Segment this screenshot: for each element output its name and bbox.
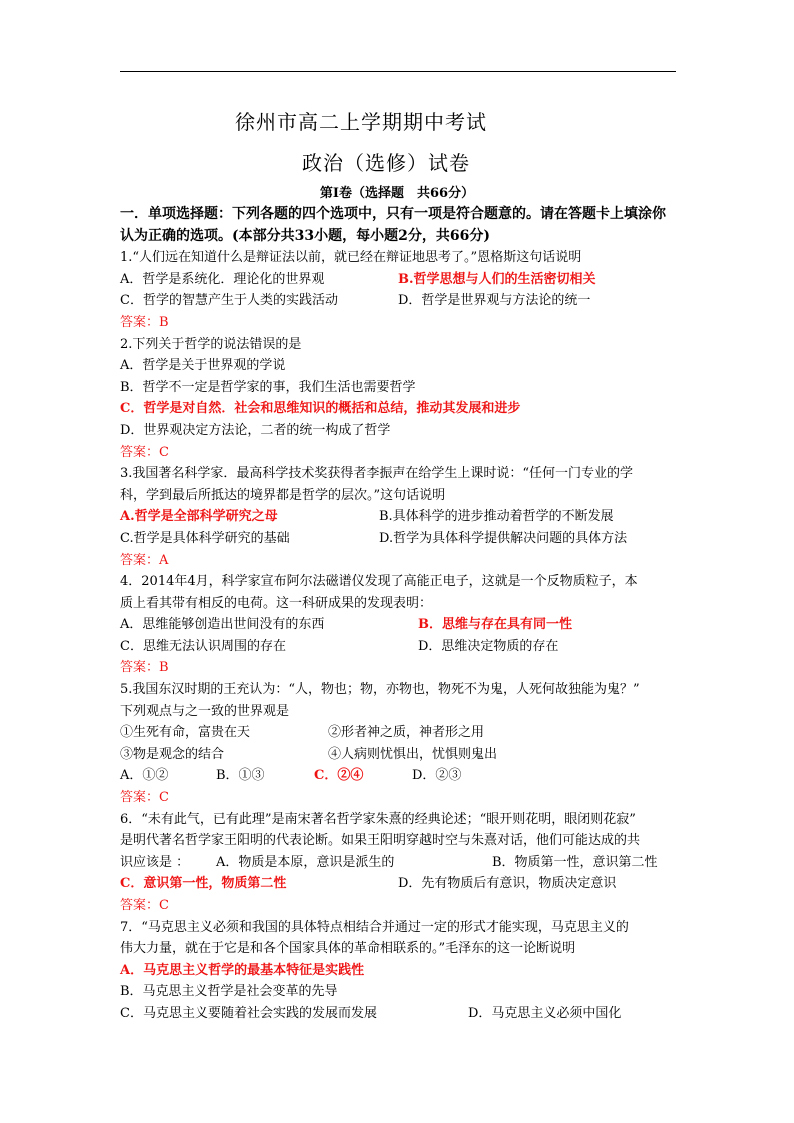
q5-statement-3: ③物是观念的结合 xyxy=(120,746,225,762)
q7-option-d: D．马克思主义必须中国化 xyxy=(468,1005,622,1021)
q5-statement-2: ②形者神之质，神者形之用 xyxy=(328,725,485,741)
instructions-line-1: 一．单项选择题：下列各题的四个选项中，只有一项是符合题意的。请在答题卡上填涂你 xyxy=(120,206,666,222)
q5-statement-4: ④人病则忧惧出，忧惧则鬼出 xyxy=(328,746,498,762)
q6-option-b: B．物质第一性，意识第二性 xyxy=(492,854,658,870)
q4-option-a: A．思维能够创造出世间没有的东西 xyxy=(120,617,325,633)
q3-stem-line-1: 3.我国著名科学家．最高科学技术奖获得者李振声在给学生上课时说：“任何一门专业的学 xyxy=(120,466,634,482)
q6-options-cd xyxy=(120,873,680,895)
q3-option-a: A.哲学是全部科学研究之母 xyxy=(120,509,278,525)
q3-options-cd xyxy=(120,528,680,550)
q5-option-b: B．①③ xyxy=(216,768,265,784)
q5-option-a: A．①② xyxy=(120,768,169,784)
q6-stem-end: 识应该是 ： xyxy=(120,854,190,870)
q4-options-cd xyxy=(120,636,680,658)
q7-option-c: C．马克思主义要随着社会实践的发展而发展 xyxy=(120,1005,377,1021)
q2-option-d: D．世界观决定方法论，二者的统一构成了哲学 xyxy=(120,422,391,438)
q2-option-b: B．哲学不一定是哲学家的事，我们生活也需要哲学 xyxy=(120,379,416,395)
q1-options-ab xyxy=(120,269,680,291)
q6-option-c: C．意识第一性，物质第二性 xyxy=(120,876,287,892)
q7-option-a: A．马克思主义哲学的最基本特征是实践性 xyxy=(120,962,365,978)
q5-option-d: D．②③ xyxy=(412,768,462,784)
q4-answer: 答案：B xyxy=(120,660,169,676)
q5-option-c: C．②④ xyxy=(314,768,364,784)
q1-option-a: A．哲学是系统化．理论化的世界观 xyxy=(120,271,325,287)
q7-option-b: B．马克思主义哲学是社会变革的先导 xyxy=(120,984,338,1000)
section-heading: 第Ⅰ卷（选择题 共66分） xyxy=(319,186,475,201)
q3-answer: 答案：A xyxy=(120,552,169,568)
q1-option-b: B.哲学思想与人们的生活密切相关 xyxy=(398,271,596,287)
q2-option-a: A．哲学是关于世界观的学说 xyxy=(120,358,286,374)
q3-option-c: C.哲学是具体科学研究的基础 xyxy=(120,530,290,546)
q2-stem: 2.下列关于哲学的说法错误的是 xyxy=(120,336,302,352)
q1-options-cd xyxy=(120,290,680,312)
top-rule xyxy=(120,71,676,72)
q5-stem-line-1: 5.我国东汉时期的王充认为：“人，物也；物，亦物也，物死不为鬼，人死何故独能为鬼？” xyxy=(120,682,640,698)
q7-stem-line-1: 7．“马克思主义必须和我国的具体特点相结合并通过一定的形式才能实现，马克思主义的 xyxy=(120,919,629,935)
q3-stem-line-2: 科，学到最后所抵达的境界都是哲学的层次。”这句话说明 xyxy=(120,487,446,503)
q7-stem-line-2: 伟大力量，就在于它是和各个国家具体的革命相联系的。”毛泽东的这一论断说明 xyxy=(120,941,576,957)
q6-stem-line-2: 是明代著名哲学家王阳明的代表论断。如果王阳明穿越时空与朱熹对话，他们可能达成的共 xyxy=(120,833,641,849)
q4-option-d: D．思维决定物质的存在 xyxy=(418,638,559,654)
q5-statements-34 xyxy=(120,744,680,766)
q4-stem-line-2: 质上看其带有相反的电荷。这一科研成果的发现表明： xyxy=(120,595,433,611)
instructions-line-2: 认为正确的选项。(本部分共33小题，每小题2分，共66分) xyxy=(120,227,490,244)
q2-answer: 答案：C xyxy=(120,444,169,460)
q6-option-d: D．先有物质后有意识，物质决定意识 xyxy=(398,876,617,892)
q1-option-d: D．哲学是世界观与方法论的统一 xyxy=(398,293,591,309)
q1-stem: 1.“人们远在知道什么是辩证法以前，就已经在辩证地思考了。”恩格斯这句话说明 xyxy=(120,250,582,266)
q3-option-b: B.具体科学的进步推动着哲学的不断发展 xyxy=(379,509,614,525)
q4-options-ab xyxy=(120,614,680,636)
q6-stem-line-3 xyxy=(120,852,680,874)
q5-stem-line-2: 下列观点与之一致的世界观是 xyxy=(120,703,290,719)
q6-option-a: A．物质是本原，意识是派生的 xyxy=(216,854,395,870)
q5-statements-12 xyxy=(120,722,680,744)
question-list xyxy=(120,204,680,1025)
q5-options xyxy=(120,765,680,787)
q5-answer: 答案：C xyxy=(120,790,169,806)
q3-option-d: D.哲学为具体科学提供解决问题的具体方法 xyxy=(379,530,628,546)
q4-option-b: B．思维与存在具有同一性 xyxy=(418,617,572,633)
q6-answer: 答案：C xyxy=(120,898,169,913)
q4-option-c: C．思维无法认识周围的存在 xyxy=(120,638,286,654)
q4-stem-line-1: 4．2014年4月，科学家宣布阿尔法磁谱仪发现了高能正电子，这就是一个反物质粒子，本 xyxy=(120,574,638,590)
q6-stem-line-1: 6．“未有此气，已有此理”是南宋著名哲学家朱熹的经典论述；“眼开则花明，眼闭则花寂” xyxy=(120,811,636,827)
exam-subtitle: 政治（选修）试卷 xyxy=(302,151,470,175)
exam-title: 徐州市高二上学期期中考试 xyxy=(235,110,487,134)
q3-options-ab xyxy=(120,506,680,528)
q7-options-cd xyxy=(120,1003,680,1025)
q2-option-c: C．哲学是对自然．社会和思维知识的概括和总结，推动其发展和进步 xyxy=(120,401,521,417)
q1-option-c: C．哲学的智慧产生于人类的实践活动 xyxy=(120,293,338,309)
q5-statement-1: ①生死有命，富贵在天 xyxy=(120,725,251,741)
q1-answer: 答案：B xyxy=(120,314,169,330)
